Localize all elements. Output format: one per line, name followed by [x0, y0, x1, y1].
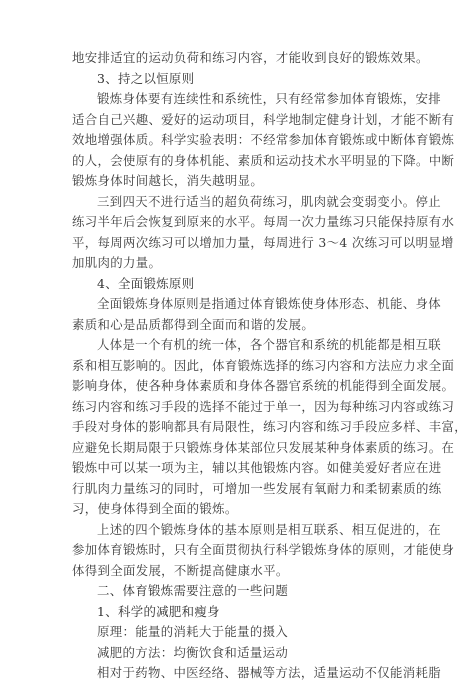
paragraph-line: 原理：能量的消耗大于能量的摄入 — [97, 624, 289, 639]
paragraph-line: 适合自己兴趣、爱好的运动项目，科学地制定健身计划，才能不断有 — [72, 111, 455, 127]
section-heading: 1、科学的减肥和瘦身 — [97, 603, 220, 619]
paragraph-line: 系和相互影响的。因此，体育锻炼选择的练习内容和方法应力求全面 — [72, 357, 455, 373]
paragraph-line: 效地增强体质。科学实验表明：不经常参加体育锻炼或中断体育锻炼 — [72, 132, 455, 147]
paragraph-line: 体得到全面发展，不断提高健康水平。 — [72, 562, 289, 578]
paragraph-line: 加肌肉的力量。 — [72, 255, 162, 270]
paragraph-line: 习，使身体得到全面的锻炼。 — [72, 501, 238, 516]
paragraph-line: 素质和心是品质都得到全面而和谐的发展。 — [72, 316, 315, 332]
paragraph-line: 人体是一个有机的统一体，各个器官和系统的机能都是相互联 — [97, 337, 441, 352]
paragraph-line: 全面锻炼身体原则是指通过体育锻炼使身体形态、机能、身体 — [97, 296, 441, 311]
paragraph-line: 练习内容和练习手段的选择不能过于单一，因为每种练习内容或练习 — [72, 398, 455, 414]
paragraph-line: 应避免长期局限于只锻炼身体某部位只发展某种身体素质的练习。在 — [72, 439, 455, 455]
paragraph-line: 三到四天不进行适当的超负荷练习，肌肉就会变弱变小。停止 — [97, 193, 441, 209]
paragraph-line: 锻炼身体时间越长，消失越明显。 — [72, 173, 264, 188]
paragraph-line: 锻炼身体要有连续性和系统性，只有经常参加体育锻炼，安排 — [97, 91, 441, 106]
paragraph-line: 锻炼中可以某一项为主，辅以其他锻炼内容。如健美爱好者应在进 — [72, 460, 442, 475]
section-heading: 3、持之以恒原则 — [97, 70, 195, 86]
paragraph-line: 的人，会使原有的身体机能、素质和运动技术水平明显的下降。中断 — [72, 152, 455, 168]
section-heading: 4、全面锻炼原则 — [97, 275, 195, 291]
paragraph-line: 练习半年后会恢复到原来的水平。每周一次力量练习只能保持原有水 — [72, 214, 455, 229]
paragraph-line: 地安排适宜的运动负荷和练习内容，才能收到良好的锻炼效果。 — [72, 50, 429, 65]
paragraph-line: 手段对身体的影响都具有局限性，练习内容和练习手段应多样、丰富， — [72, 419, 467, 434]
paragraph-line: 影响身体，使各种身体素质和身体各器官系统的机能得到全面发展。 — [72, 378, 455, 393]
section-heading: 二、体育锻炼需要注意的一些问题 — [97, 583, 289, 598]
paragraph-line: 减肥的方法：均衡饮食和适量运动 — [97, 644, 289, 660]
paragraph-line: 上述的四个锻炼身体的基本原则是相互联系、相互促进的，在 — [97, 521, 441, 537]
paragraph-line: 相对于药物、中医经络、器械等方法，适量运动不仅能消耗脂 — [97, 665, 441, 680]
paragraph-line: 平，每周两次练习可以增加力量，每周进行 3～4 次练习可以明显增 — [72, 234, 454, 250]
paragraph-line: 行肌肉力量练习的同时，可增加一些发展有氧耐力和柔韧素质的练 — [72, 480, 442, 496]
paragraph-line: 参加体育锻炼时，只有全面贯彻执行科学锻炼身体的原则，才能使身 — [72, 542, 455, 557]
